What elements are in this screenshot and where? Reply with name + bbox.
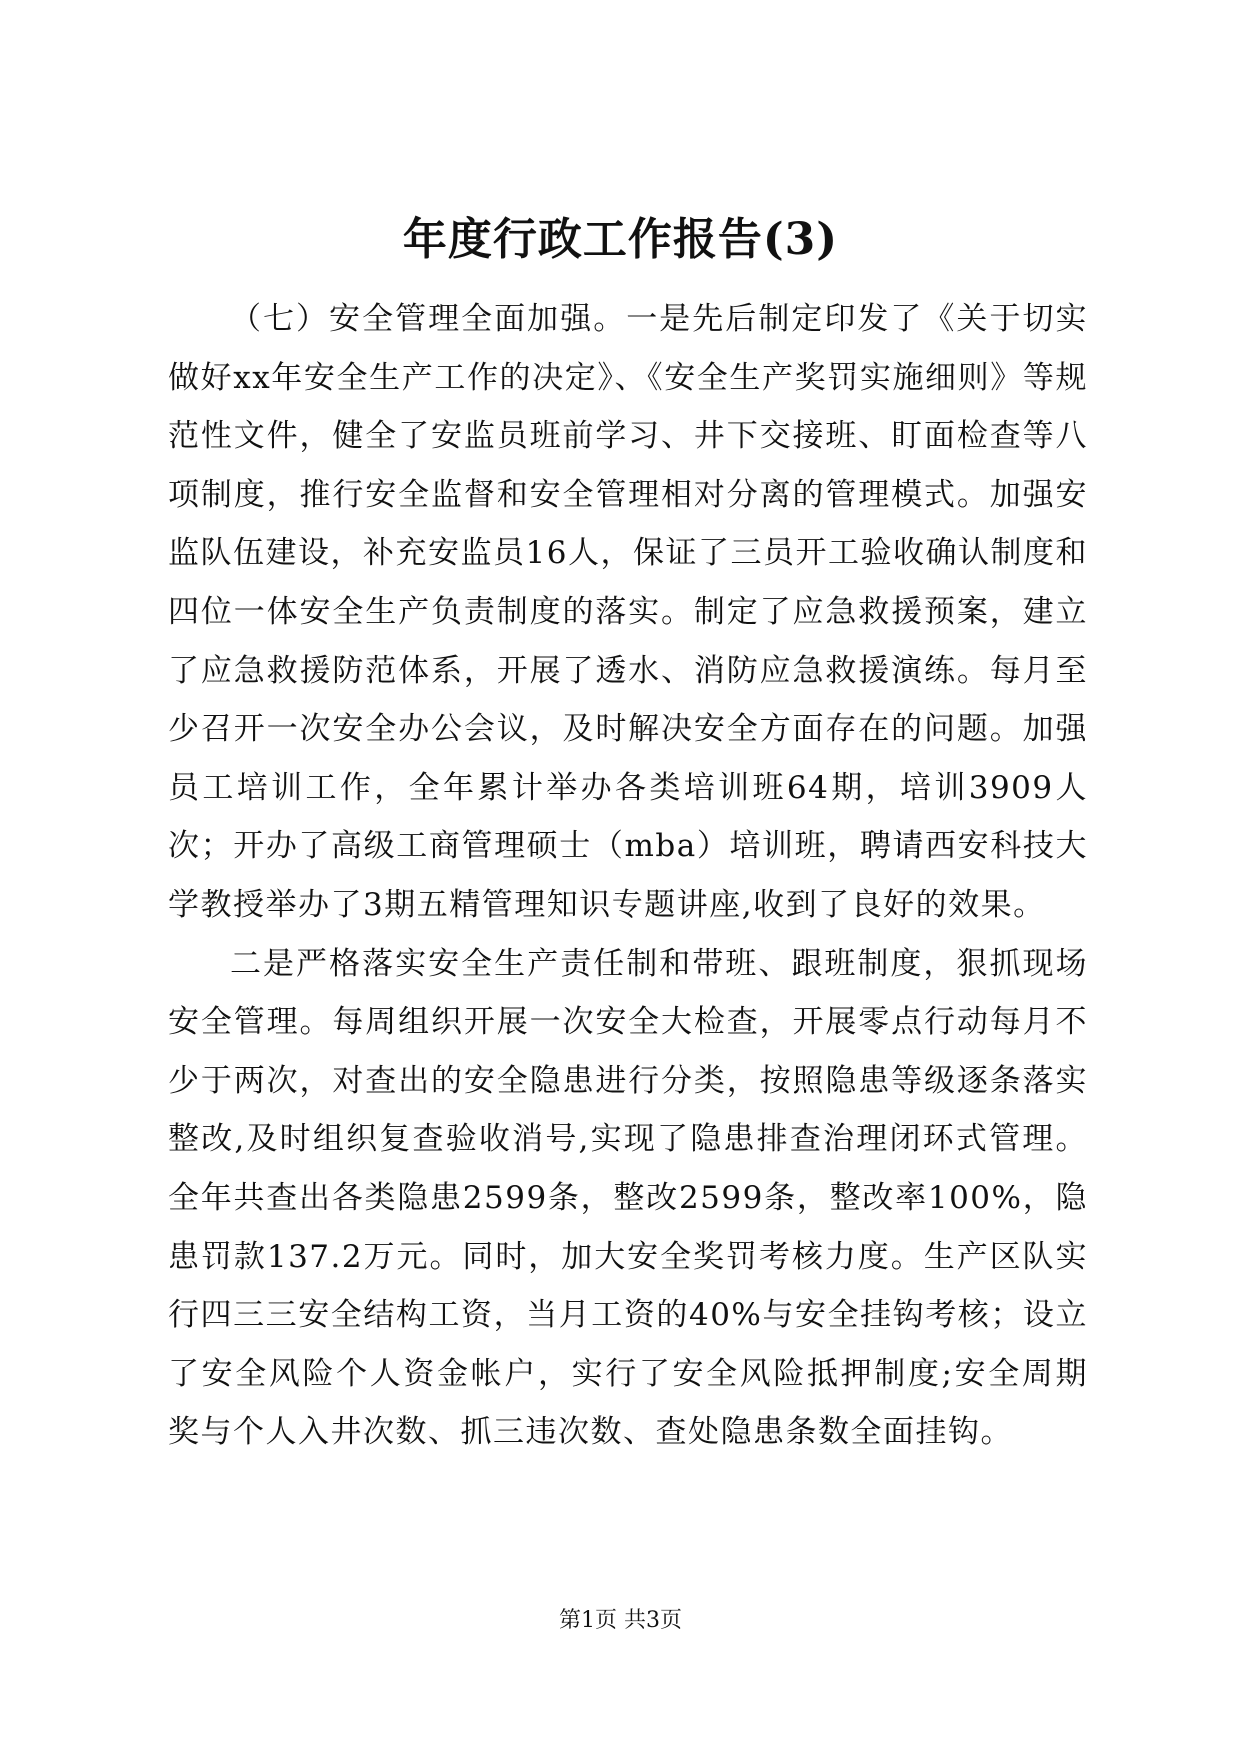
page-footer: 第1页 共3页 (559, 1608, 682, 1633)
body-text (168, 290, 1088, 1462)
paragraph-2: 二是严格落实安全生产责任制和带班、跟班制度，狠抓现场安全管理。每周组织开展一次安全大检查，开展零点行动每月不少于两次，对查出的安全隐患进行分类，按照隐患等级逐条落实整改,及时组织复查验收消号,实现了隐患排查治理闭环式管理。全年共查出各类隐患2599条，整改2599条，整改率100%，隐患罚款137.2万元。同时，加大安全奖罚考核力度。生产区队实行四三三安全结构工资，当月工资的40%与安全挂钩考核；设立了安全风险个人资金帐户，实行了安全风险抵押制度;安全周期奖与个人入井次数、抓三违次数、查处隐患条数全面挂钩。 (168, 945, 1088, 1451)
page-title: 年度行政工作报告(3) (402, 214, 839, 265)
paragraph-1: （七）安全管理全面加强。一是先后制定印发了《关于切实做好xx年安全生产工作的决定》、《安全生产奖罚实施细则》等规范性文件，健全了安监员班前学习、井下交接班、盯面检查等八项制度，推行安全监督和安全管理相对分离的管理模式。加强安监队伍建设，补充安监员16人，保证了三员开工验收确认制度和四位一体安全生产负责制度的落实。制定了应急救援预案，建立了应急救援防范体系，开展了透水、消防应急救援演练。每月至少召开一次安全办公会议，及时解决安全方面存在的问题。加强员工培训工作，全年累计举办各类培训班64期，培训3909人次；开办了高级工商管理硕士（mba）培训班，聘请西安科技大学教授举办了3期五精管理知识专题讲座,收到了良好的效果。 (168, 301, 1088, 923)
